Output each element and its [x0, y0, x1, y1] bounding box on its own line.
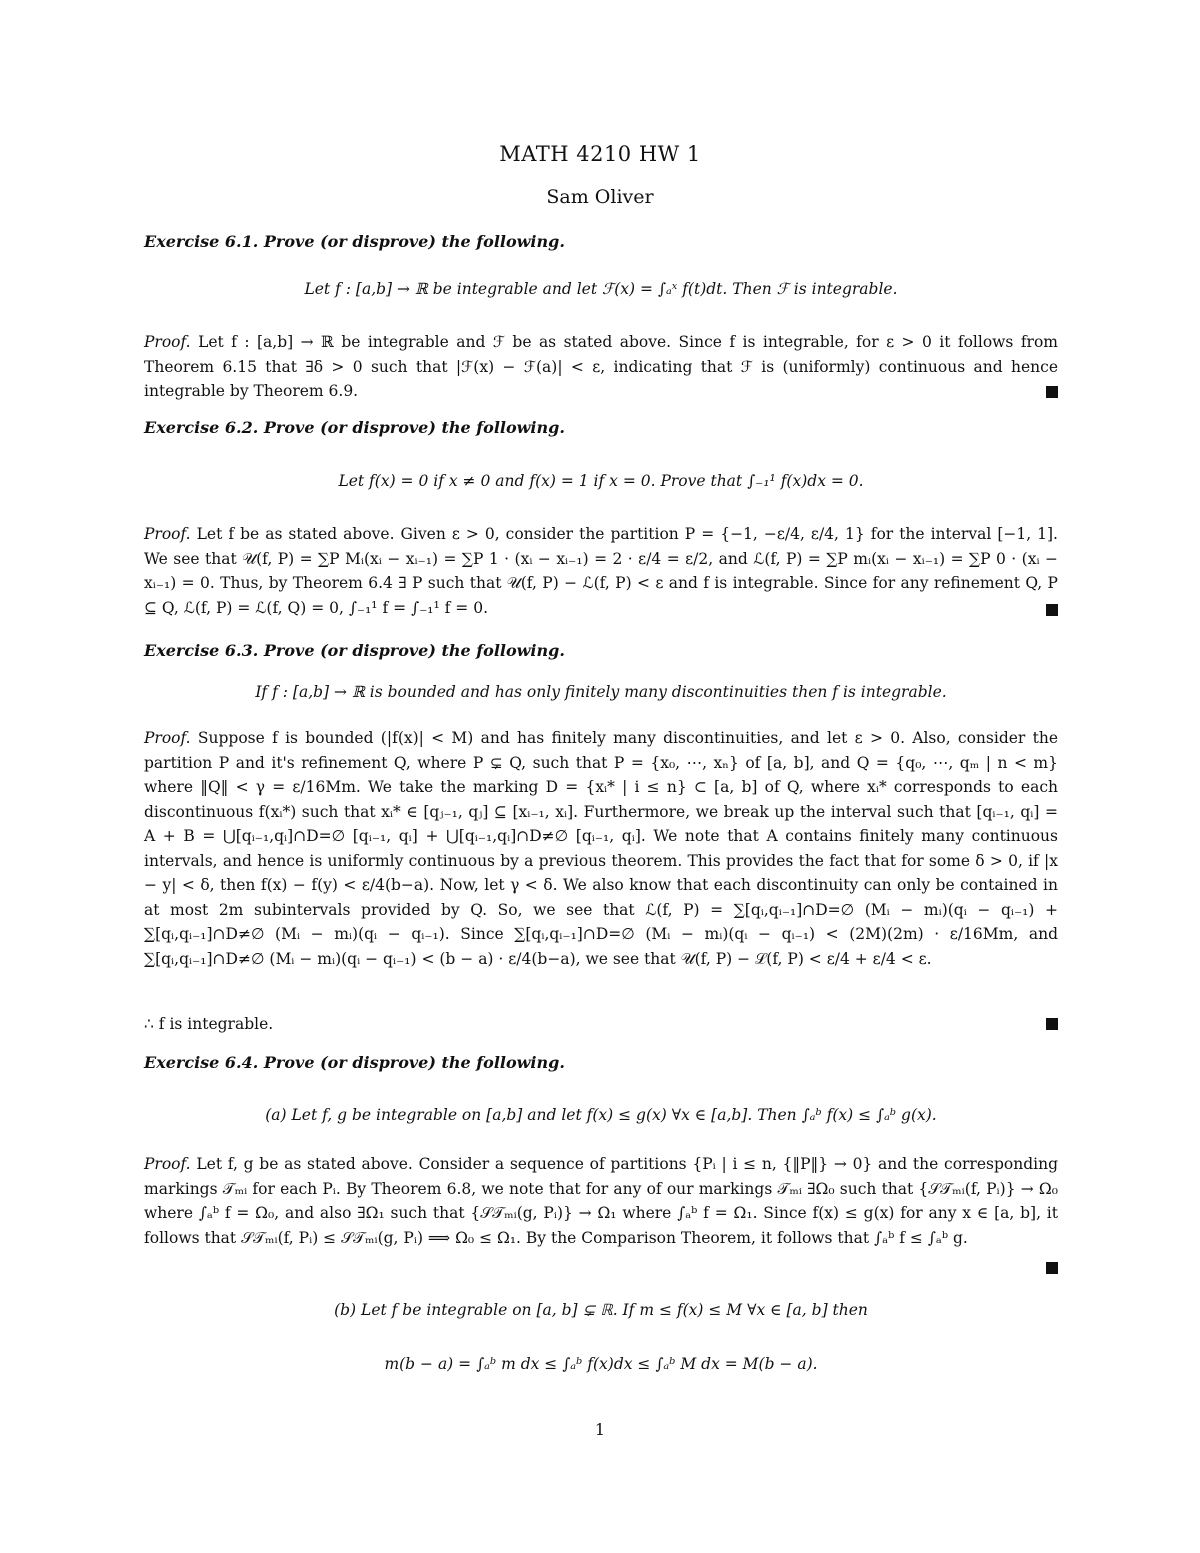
- proof-conclusion: ∴ f is integrable.: [144, 1015, 274, 1033]
- proof-label: Proof.: [144, 1155, 191, 1173]
- exercise-heading: Exercise 6.1. Prove (or disprove) the following.: [144, 232, 565, 251]
- exercise-statement: (a) Let f, g be integrable on [a,b] and let f(x) ≤ g(x) ∀x ∈ [a,b]. Then ∫ₐᵇ f(x) ≤ ∫ₐᵇ g(x).: [265, 1106, 937, 1124]
- qed-square-icon: [1046, 1018, 1058, 1030]
- page-number: 1: [594, 1420, 606, 1439]
- exercise-part-b-equation: m(b − a) = ∫ₐᵇ m dx ≤ ∫ₐᵇ f(x)dx ≤ ∫ₐᵇ M dx = M(b − a).: [384, 1355, 818, 1373]
- exercise-statement: Let f : [a,b] → ℝ be integrable and let ℱ(x) = ∫ₐˣ f(t)dt. Then ℱ is integrable.: [304, 280, 898, 298]
- proof-text: Let f, g be as stated above. Consider a sequence of partitions {Pᵢ | i ≤ n, {‖P‖} → 0} and the corresponding markings 𝒯ₘᵢ for each Pᵢ. By Theorem 6.8, we note that for any of our markings 𝒯ₘᵢ ∃Ω₀ such that {𝒮𝒯ₘᵢ(f, Pᵢ)} → Ω₀ where ∫ₐᵇ f = Ω₀, and also ∃Ω₁ such that {𝒮𝒯ₘᵢ(g, Pᵢ)} → Ω₁ where ∫ₐᵇ f = Ω₁. Since f(x) ≤ g(x) for any x ∈ [a, b], it follows that 𝒮𝒯ₘᵢ(f, Pᵢ) ≤ 𝒮𝒯ₘᵢ(g, Pᵢ) ⟹ Ω₀ ≤ Ω₁. By the Comparison Theorem, it follows that ∫ₐᵇ f ≤ ∫ₐᵇ g.: [144, 1155, 1058, 1247]
- proof-text: Let f be as stated above. Given ε > 0, consider the partition P = {−1, −ε/4, ε/4, 1} for the interval [−1, 1]. We see that 𝒰(f, P) = ∑P Mᵢ(xᵢ − xᵢ₋₁) = ∑P 1 · (xᵢ − xᵢ₋₁) = 2 · ε/4 = ε/2, and ℒ(f, P) = ∑P mᵢ(xᵢ − xᵢ₋₁) = ∑P 0 · (xᵢ − xᵢ₋₁) = 0. Thus, by Theorem 6.4 ∃ P such that 𝒰(f, P) − ℒ(f, P) < ε and f is integrable. Since for any refinement Q, P ⊆ Q, ℒ(f, P) = ℒ(f, Q) = 0, ∫₋₁¹ f = ∫₋₁¹ f = 0.: [144, 525, 1058, 617]
- qed-square-icon: [1046, 386, 1058, 398]
- proof-text: Suppose f is bounded (|f(x)| < M) and has finitely many discontinuities, and let ε > 0. Also, consider the partition P and it's refinement Q, where P ⊊ Q, such that P = {x₀, ⋯, xₙ} of [a, b], and Q = {q₀, ⋯, qₘ | n < m} where ‖Q‖ < γ = ε/16Mm. We take the marking D = {xᵢ* | i ≤ n} ⊂ [a, b] of Q, where xᵢ* corresponds to each discontinuous f(xᵢ*) such that xᵢ* ∈ [qⱼ₋₁, qⱼ] ⊆ [xᵢ₋₁, xᵢ]. Furthermore, we break up the interval such that [qᵢ₋₁, qᵢ] = A + B = ⋃[qᵢ₋₁,qᵢ]∩D=∅ [qᵢ₋₁, qᵢ] + ⋃[qᵢ₋₁,qᵢ]∩D≠∅ [qᵢ₋₁, qᵢ]. We note that A contains finitely many continuous intervals, and hence is uniformly continuous by a previous theorem. This provides the fact that for some δ > 0, if |x − y| < δ, then f(x) − f(y) < ε/4(b−a). Now, let γ < δ. We also know that each discontinuity can only be contained in at most 2m subintervals provided by Q. So, we see that ℒ(f, P) = ∑[qᵢ,qᵢ₋₁]∩D=∅ (Mᵢ − mᵢ)(qᵢ − qᵢ₋₁) + ∑[qᵢ,qᵢ₋₁]∩D≠∅ (Mᵢ − mᵢ)(qᵢ − qᵢ₋₁). Since ∑[qᵢ,qᵢ₋₁]∩D=∅ (Mᵢ − mᵢ)(qᵢ − qᵢ₋₁) < (2M)(2m) · ε/16Mm, and ∑[qᵢ,qᵢ₋₁]∩D≠∅ (Mᵢ − mᵢ)(qᵢ − qᵢ₋₁) < (b − a) · ε/4(b−a), we see that 𝒰(f, P) − ℒ(f, P) < ε/4 + ε/4 < ε.: [144, 729, 1058, 968]
- proof-block: [144, 726, 1058, 971]
- exercise-part-b-statement: (b) Let f be integrable on [a, b] ⊊ ℝ. If m ≤ f(x) ≤ M ∀x ∈ [a, b] then: [334, 1301, 868, 1319]
- proof-block: [144, 330, 1058, 404]
- proof-block: [144, 522, 1058, 620]
- exercise-heading: Exercise 6.3. Prove (or disprove) the following.: [144, 641, 565, 660]
- exercise-statement: If f : [a,b] → ℝ is bounded and has only finitely many discontinuities then f is integrable.: [255, 683, 947, 701]
- author-name: Sam Oliver: [546, 186, 654, 208]
- proof-label: Proof.: [144, 729, 191, 747]
- exercise-statement: Let f(x) = 0 if x ≠ 0 and f(x) = 1 if x = 0. Prove that ∫₋₁¹ f(x)dx = 0.: [338, 472, 864, 490]
- proof-label: Proof.: [144, 333, 191, 351]
- proof-block: [144, 1152, 1058, 1250]
- proof-label: Proof.: [144, 525, 191, 543]
- exercise-heading: Exercise 6.4. Prove (or disprove) the following.: [144, 1053, 565, 1072]
- qed-square-icon: [1046, 1262, 1058, 1274]
- document-title: MATH 4210 HW 1: [499, 142, 701, 166]
- proof-text: Let f : [a,b] → ℝ be integrable and ℱ be as stated above. Since f is integrable, for ε > 0 it follows from Theorem 6.15 that ∃δ > 0 such that |ℱ(x) − ℱ(a)| < ε, indicating that ℱ is (uniformly) continuous and hence integrable by Theorem 6.9.: [144, 333, 1058, 400]
- qed-square-icon: [1046, 604, 1058, 616]
- exercise-heading: Exercise 6.2. Prove (or disprove) the following.: [144, 418, 565, 437]
